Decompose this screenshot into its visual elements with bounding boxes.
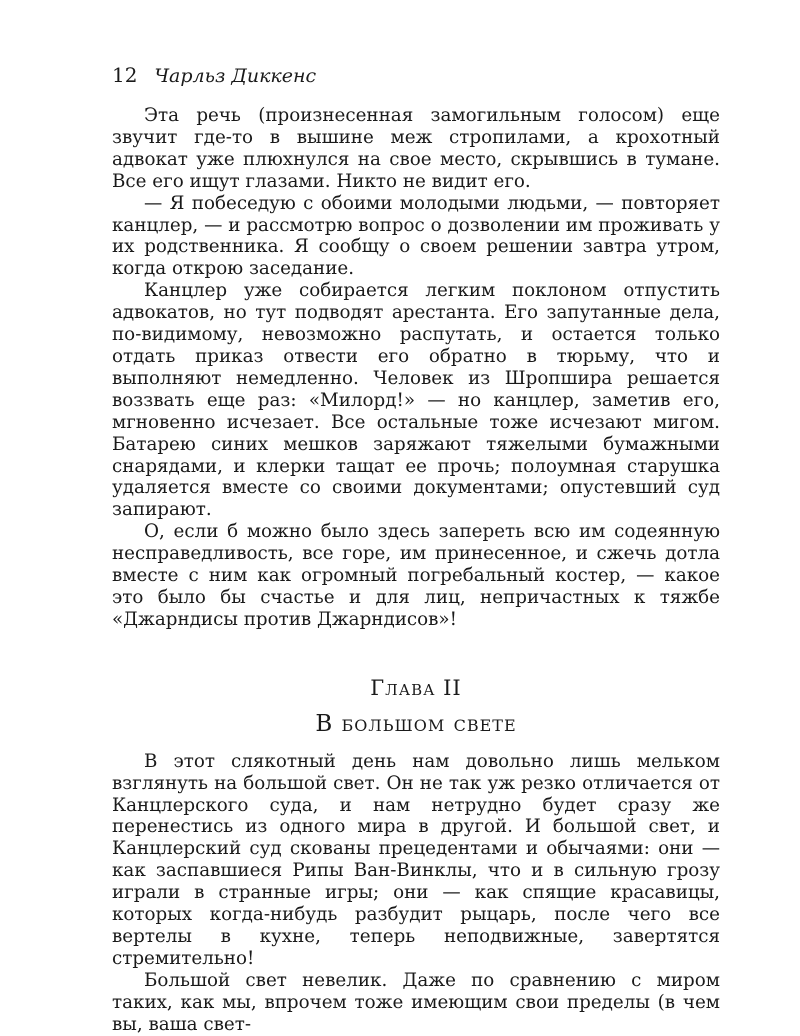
paragraph: В этот слякотный день нам довольно лишь мельком взглянуть на большой свет. Он не так уж резко отличается от Канцлерского суда, и нам нетрудно будет сразу же перенестись из одного мира в другой. И большой свет, и Канцлерский суд скованы прецедентами и обычаями: они — как заспавшиеся Рипы Ван-Винклы, что и в сильную грозу играли в странные игры; они — как спящие красавицы, которых когда-нибудь разбудит рыцарь, после чего все вертелы в кухне, теперь неподвижные, завертятся стремительно! — [112, 750, 720, 969]
text-after-chapter — [112, 751, 720, 1036]
book-page — [112, 60, 720, 1036]
page-number: 12 — [112, 63, 138, 87]
author-name: Чарльз Диккенс — [154, 65, 317, 87]
running-head — [112, 60, 720, 91]
paragraph: Эта речь (произнесенная замогильным голосом) еще звучит где-то в вышине меж стропилами, а крохотный адвокат уже плюхнулся на свое место, скрывшись в тумане. Все его ищут глазами. Никто не видит его. — [112, 105, 720, 192]
chapter-title: В большом свете — [315, 710, 517, 737]
paragraph: — Я побеседую с обоими молодыми людьми, — повторяет канцлер, — и рассмотрю вопрос о дозволении им проживать у их родственника. Я сообщу о своем решении завтра утром, когда открою заседание. — [112, 192, 720, 280]
paragraph: О, если б можно было здесь запереть всю им содеянную несправедливость, все горе, им принесенное, и сжечь дотла вместе с ним как огромный погребальный костер, — какое это было бы счастье и для лиц, непричастных к тяжбе «Джарндисы против Джарндисов»! — [112, 521, 720, 630]
paragraph: Канцлер уже собирается легким поклоном отпустить адвокатов, но тут подводят арестанта. Его запутанные дела, по-видимому, невозможно распутать, и остается только отдать приказ отвести его обратно в тюрьму, что и выполняют немедленно. Человек из Шропшира решается воззвать еще раз: «Милорд!» — но канцлер, заметив его, мгновенно исчезает. Все остальные тоже исчезают мигом. Батарею синих мешков заряжают тяжелыми бумажными снарядами, и клерки тащат ее прочь; полоумная старушка удаляется вместе со своими документами; опустевший суд запирают. — [112, 280, 720, 521]
text-before-chapter — [112, 105, 720, 631]
paragraph: Большой свет невелик. Даже по сравнению с миром таких, как мы, впрочем тоже имеющим свои пределы (в чем вы, ваша свет- — [112, 969, 720, 1035]
chapter-heading — [112, 673, 720, 741]
chapter-label: Глава II — [370, 675, 462, 700]
